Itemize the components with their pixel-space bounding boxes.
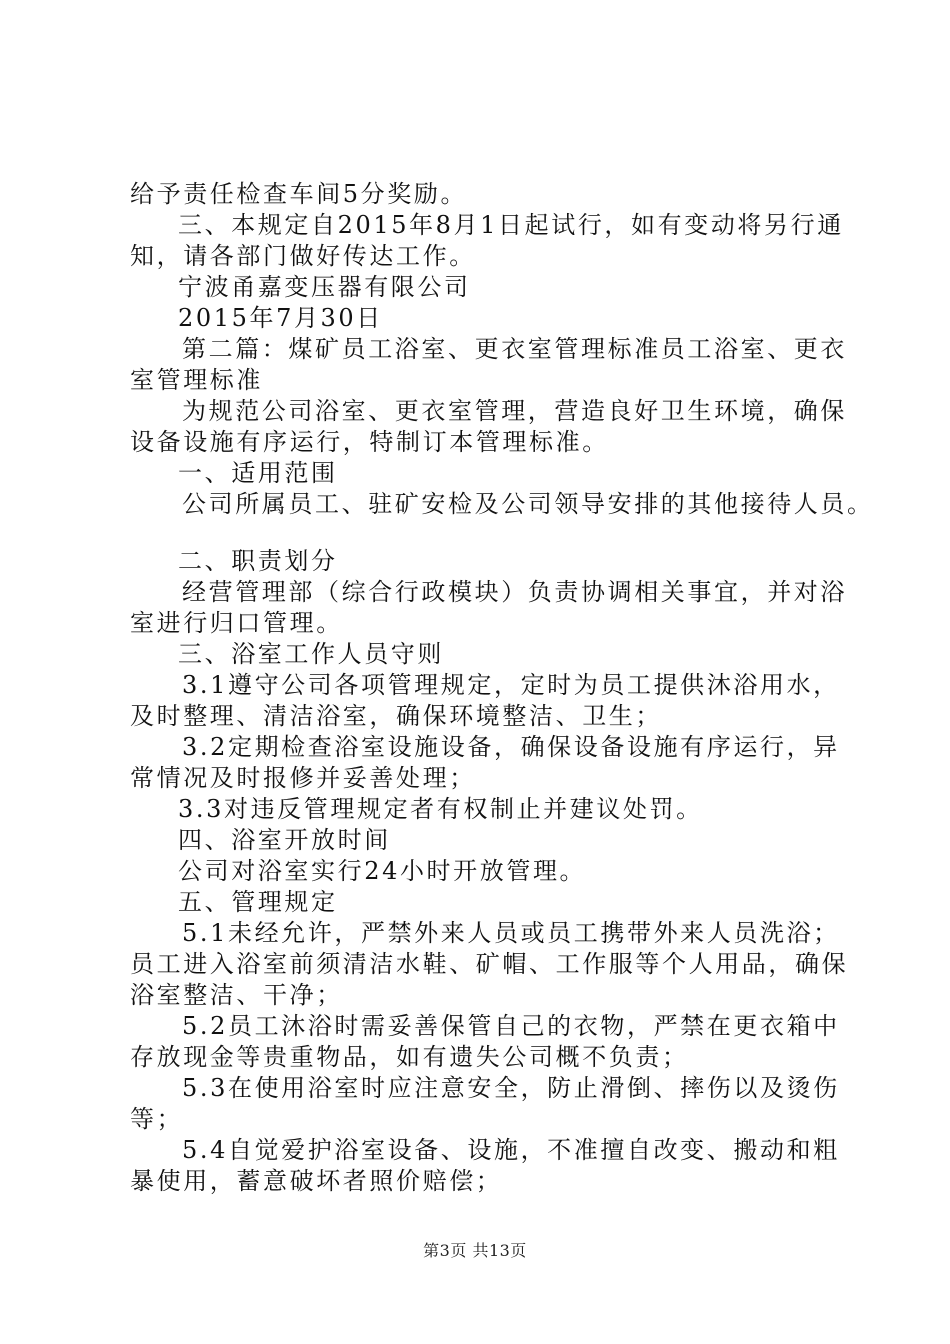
text-line: 5.2员工沐浴时需妥善保管自己的衣物，严禁在更衣箱中 (182, 1012, 840, 1040)
text-line: 3.2定期检查浴室设施设备，确保设备设施有序运行，异 (182, 733, 840, 761)
text-line: 室进行归口管理。 (130, 609, 343, 637)
text-line: 3.1遵守公司各项管理规定，定时为员工提供沐浴用水， (182, 671, 840, 699)
text-line: 公司对浴室实行24小时开放管理。 (178, 857, 587, 885)
date-line: 2015年7月30日 (178, 304, 383, 332)
section-heading: 第二篇：煤矿员工浴室、更衣室管理标准员工浴室、更衣 (182, 335, 847, 363)
subsection-heading: 五、管理规定 (178, 888, 338, 916)
page-number: 第3页 共13页 (423, 1241, 527, 1260)
text-line: 常情况及时报修并妥善处理； (130, 764, 476, 792)
text-line: 公司所属员工、驻矿安检及公司领导安排的其他接待人员。 (182, 490, 874, 518)
subsection-heading: 三、浴室工作人员守则 (178, 640, 444, 668)
subsection-heading: 一、适用范围 (178, 459, 338, 487)
text-line: 宁波甬嘉变压器有限公司 (178, 273, 471, 301)
text-line: 员工进入浴室前须清洁水鞋、矿帽、工作服等个人用品，确保 (130, 950, 849, 978)
text-line: 给予责任检查车间5分奖励。 (130, 180, 468, 208)
text-line: 暴使用，蓄意破坏者照价赔偿； (130, 1167, 503, 1195)
text-line: 5.1未经允许，严禁外来人员或员工携带外来人员洗浴； (182, 919, 840, 947)
text-line: 等； (130, 1105, 184, 1133)
text-line: 三、本规定自2015年8月1日起试行，如有变动将另行通 (178, 211, 844, 239)
subsection-heading: 四、浴室开放时间 (178, 826, 391, 854)
text-line: 设备设施有序运行，特制订本管理标准。 (130, 428, 609, 456)
text-line: 存放现金等贵重物品，如有遗失公司概不负责； (130, 1043, 689, 1071)
text-line: 5.4自觉爱护浴室设备、设施，不准擅自改变、搬动和粗 (182, 1136, 840, 1164)
text-line: 知，请各部门做好传达工作。 (130, 242, 476, 270)
text-line: 及时整理、清洁浴室，确保环境整洁、卫生； (130, 702, 662, 730)
text-line: 5.3在使用浴室时应注意安全，防止滑倒、摔伤以及烫伤 (182, 1074, 840, 1102)
text-line: 为规范公司浴室、更衣室管理，营造良好卫生环境，确保 (182, 397, 847, 425)
text-line: 浴室整洁、干净； (130, 981, 343, 1009)
text-line: 3.3对违反管理规定者有权制止并建议处罚。 (178, 795, 703, 823)
section-heading: 室管理标准 (130, 366, 263, 394)
text-line: 经营管理部（综合行政模块）负责协调相关事宜，并对浴 (182, 578, 847, 606)
subsection-heading: 二、职责划分 (178, 547, 338, 575)
